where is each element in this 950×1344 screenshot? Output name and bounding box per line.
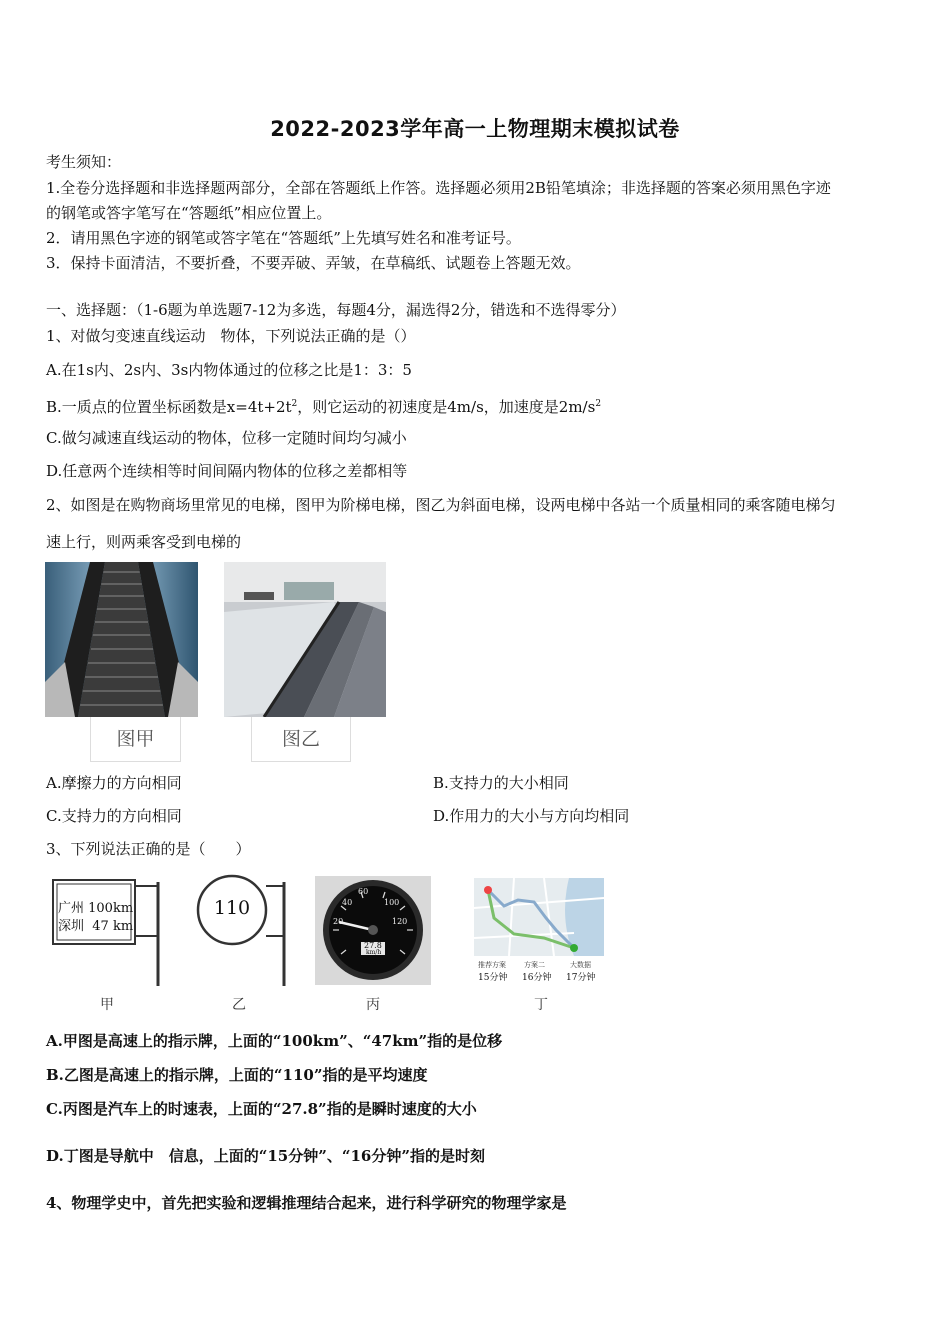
question-3-stem: 3、下列说法正确的是（ ）	[46, 840, 251, 858]
route-option-name: 大数据	[570, 961, 591, 969]
route-option-name: 推荐方案	[478, 961, 506, 969]
question-1-stem: 1、对做匀变速直线运动 物体，下列说法正确的是（）	[46, 327, 416, 345]
speedo-tick: 20	[333, 917, 344, 926]
speed-limit-value: 110	[213, 897, 251, 919]
section-heading: 一、选择题：（1-6题为单选题7-12为多选，每题4分，漏选得2分，错选和不选得零分）	[46, 301, 626, 319]
question-2-stem: 2、如图是在购物商场里常见的电梯，图甲为阶梯电梯，图乙为斜面电梯，设两电梯中各站一个质量相同的乘客随电梯匀	[46, 496, 836, 514]
speed-limit-sign	[190, 874, 290, 986]
question-1-option-c: C.做匀减速直线运动的物体，位移一定随时间均匀减小	[46, 429, 407, 447]
route-option-name: 方案二	[524, 961, 545, 969]
figure-label-yi: 乙	[232, 997, 246, 1013]
question-3-option-b: B.乙图是高速上的指示牌，上面的“110”指的是平均速度	[46, 1066, 428, 1084]
question-2-option-d: D.作用力的大小与方向均相同	[433, 807, 630, 825]
question-3-option-c: C.丙图是汽车上的时速表，上面的“27.8”指的是瞬时速度的大小	[46, 1100, 477, 1118]
question-3-option-a: A.甲图是高速上的指示牌，上面的“100km”、“47km”指的是位移	[46, 1032, 503, 1050]
notice-item: 2．请用黑色字迹的钢笔或答字笔在“答题纸”上先填写姓名和准考证号。	[46, 229, 521, 247]
sign-line-1: 广州 100km	[58, 901, 134, 916]
figure-caption-a: 图甲	[90, 717, 181, 762]
option-b-tail-superscript: 2	[595, 399, 602, 409]
option-b-tail: ，则它运动的初速度是4m/s，加速度是2m/s	[297, 398, 596, 416]
notice-item: 3．保持卡面清洁，不要折叠，不要弄破、弄皱，在草稿纸、试题卷上答题无效。	[46, 254, 581, 272]
sign-line-2: 深圳 47 km	[58, 919, 134, 934]
question-1-option-b	[46, 394, 601, 417]
option-b-text: B.一质点的位置坐标函数是x=4t+2t	[46, 398, 292, 416]
page-title: 2022-2023学年高一上物理期末模拟试卷	[270, 117, 680, 141]
figure-caption-b: 图乙	[251, 717, 351, 762]
option-b-superscript: 2	[291, 399, 298, 409]
question-1-option-a: A.在1s内、2s内、3s内物体通过的位移之比是1：3：5	[46, 361, 412, 379]
speedo-tick: 60	[358, 887, 369, 896]
question-3-option-d: D.丁图是导航中 信息，上面的“15分钟”、“16分钟”指的是时刻	[46, 1147, 485, 1165]
speedo-reading: 27.8	[364, 941, 382, 950]
notice-item: 1.全卷分选择题和非选择题两部分，全部在答题纸上作答。选择题必须用2B铅笔填涂；非选择题的答案必须用黑色字迹	[46, 179, 831, 197]
question-2-option-a: A.摩擦力的方向相同	[46, 774, 182, 792]
speedometer-photo	[315, 876, 431, 985]
figure-label-jia: 甲	[100, 997, 114, 1013]
question-1-option-d: D.任意两个连续相等时间间隔内物体的位移之差都相等	[46, 462, 408, 480]
speedo-tick: 120	[392, 917, 408, 926]
escalator-ramp-photo	[224, 562, 386, 717]
route-option-time: 16分钟	[522, 973, 552, 983]
route-option-time: 15分钟	[478, 973, 508, 983]
question-2-option-b: B.支持力的大小相同	[433, 774, 569, 792]
figure-label-bing: 丙	[366, 997, 380, 1013]
question-2-option-c: C.支持力的方向相同	[46, 807, 182, 825]
route-option-time: 17分钟	[566, 973, 596, 983]
speedo-unit: km/h	[366, 949, 382, 956]
escalator-stairs-photo	[45, 562, 198, 717]
question-2-stem-continued: 速上行，则两乘客受到电梯的	[46, 533, 242, 551]
notice-heading: 考生须知：	[46, 153, 122, 171]
speedo-tick: 40	[342, 898, 353, 907]
notice-item: 的钢笔或答字笔写在“答题纸”相应位置上。	[46, 204, 332, 222]
figure-label-ding: 丁	[534, 997, 548, 1013]
speedo-tick: 100	[384, 898, 400, 907]
question-4-stem: 4、物理学史中，首先把实验和逻辑推理结合起来，进行科学研究的物理学家是	[46, 1194, 567, 1212]
